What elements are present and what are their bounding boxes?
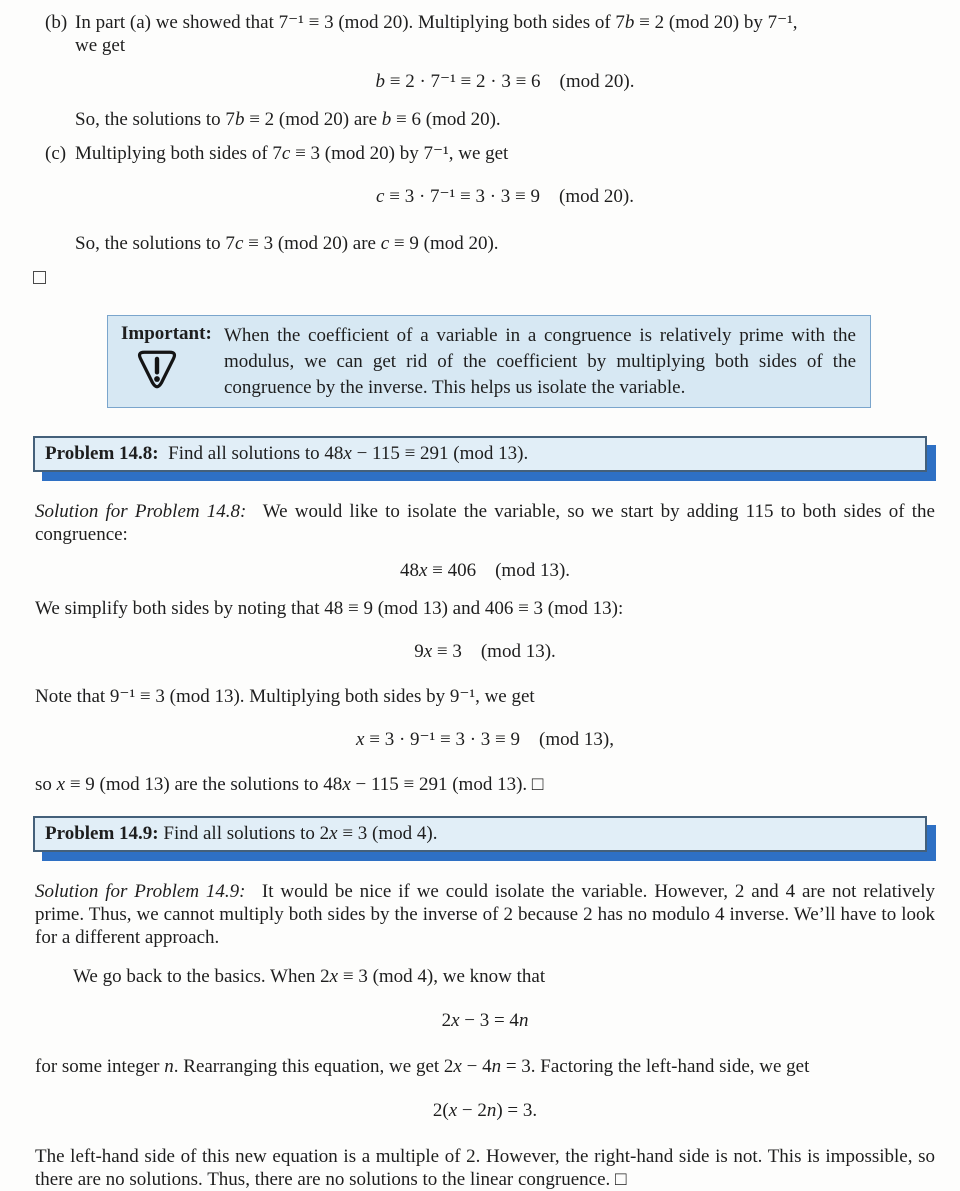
solution-14-9-para-4: The left-hand side of this new equation is a multiple of 2. However, the right-hand side is not. This is impossible, so there are no solutions. Thus, there are no solutions to the linear congruence. □ (35, 1146, 935, 1190)
part-b-text-line1: In part (a) we showed that 7⁻¹ ≡ 3 (mod 20). Multiplying both sides of 7b ≡ 2 (mod 20) by 7⁻¹, (75, 12, 798, 33)
problem-14-9-statement: Find all solutions to 2x ≡ 3 (mod 4). (158, 823, 438, 844)
warning-exclamation-triangle-icon (134, 347, 224, 397)
solution-14-9-para-1: Solution for Problem 14.9: It would be nice if we could isolate the variable. However, 2 and 4 are not relatively prime. Thus, we cannot multiply both sides by the inverse of 2 because 2 has no modulo 4 inverse. We’ll have to look for a different approach. (35, 881, 935, 948)
part-c-conclusion: So, the solutions to 7c ≡ 3 (mod 20) are c ≡ 9 (mod 20). (75, 233, 499, 254)
solution-14-8-outro: so x ≡ 9 (mod 13) are the solutions to 48x − 115 ≡ 291 (mod 13). □ (35, 774, 544, 795)
part-b-text-line2: we get (75, 35, 126, 56)
problem-14-9-box (33, 816, 927, 852)
problem-14-8-statement: Find all solutions to 48x − 115 ≡ 291 (mod 13). (158, 443, 529, 464)
part-c-body (75, 142, 935, 255)
part-c-label: (c) (45, 143, 67, 164)
solution-14-8-intro: Solution for Problem 14.8: We would like to isolate the variable, so we start by adding 115 to both sides of the congruence: (35, 501, 935, 545)
solution-14-9-equation-1: 2x − 3 = 4n (441, 1010, 529, 1031)
solution-14-8-equation-2: 9x ≡ 3 (mod 13). (414, 641, 556, 662)
part-b-equation: b ≡ 2 · 7⁻¹ ≡ 2 · 3 ≡ 6 (mod 20). (375, 71, 635, 92)
solution-14-8-para-2: We simplify both sides by noting that 48 ≡ 9 (mod 13) and 406 ≡ 3 (mod 13): (35, 598, 624, 619)
solution-14-8-para-3: Note that 9⁻¹ ≡ 3 (mod 13). Multiplying both sides by 9⁻¹, we get (35, 686, 535, 707)
solution-14-9-equation-2: 2(x − 2n) = 3. (432, 1100, 538, 1121)
important-label: Important: (121, 323, 212, 344)
problem-14-9-label: Problem 14.9: (45, 823, 159, 844)
hollow-square-end-of-proof (33, 271, 46, 284)
solution-14-9-para-3: for some integer n. Rearranging this equation, we get 2x − 4n = 3. Factoring the left-hand side, we get (35, 1056, 810, 1077)
spacer (35, 852, 935, 880)
important-callout-box (107, 315, 871, 408)
part-c-item (35, 142, 935, 255)
part-b-body (75, 11, 935, 131)
part-b-label: (b) (45, 12, 68, 33)
important-text: When the coefficient of a variable in a congruence is relatively prime with the modulus, we can get rid of the coefficient by multiplying both sides of the congruence by the inverse. This helps us isolate the variable. (224, 325, 856, 398)
problem-14-8-label: Problem 14.8: (45, 443, 159, 464)
part-c-equation: c ≡ 3 · 7⁻¹ ≡ 3 · 3 ≡ 9 (mod 20). (376, 186, 634, 207)
problem-14-8-box (33, 436, 927, 472)
important-left-column (121, 322, 224, 401)
part-c-text-line1: Multiplying both sides of 7c ≡ 3 (mod 20) by 7⁻¹, we get (75, 143, 509, 164)
solution-14-8-equation-1: 48x ≡ 406 (mod 13). (399, 560, 571, 581)
spacer (35, 472, 935, 500)
solution-14-8-equation-3: x ≡ 3 · 9⁻¹ ≡ 3 · 3 ≡ 9 (mod 13), (356, 729, 614, 750)
proof-end-row (33, 271, 935, 285)
part-b-item (35, 11, 935, 131)
part-b-conclusion: So, the solutions to 7b ≡ 2 (mod 20) are b ≡ 6 (mod 20). (75, 109, 501, 130)
solution-14-9-para-2: We go back to the basics. When 2x ≡ 3 (mod 4), we know that (73, 966, 546, 987)
